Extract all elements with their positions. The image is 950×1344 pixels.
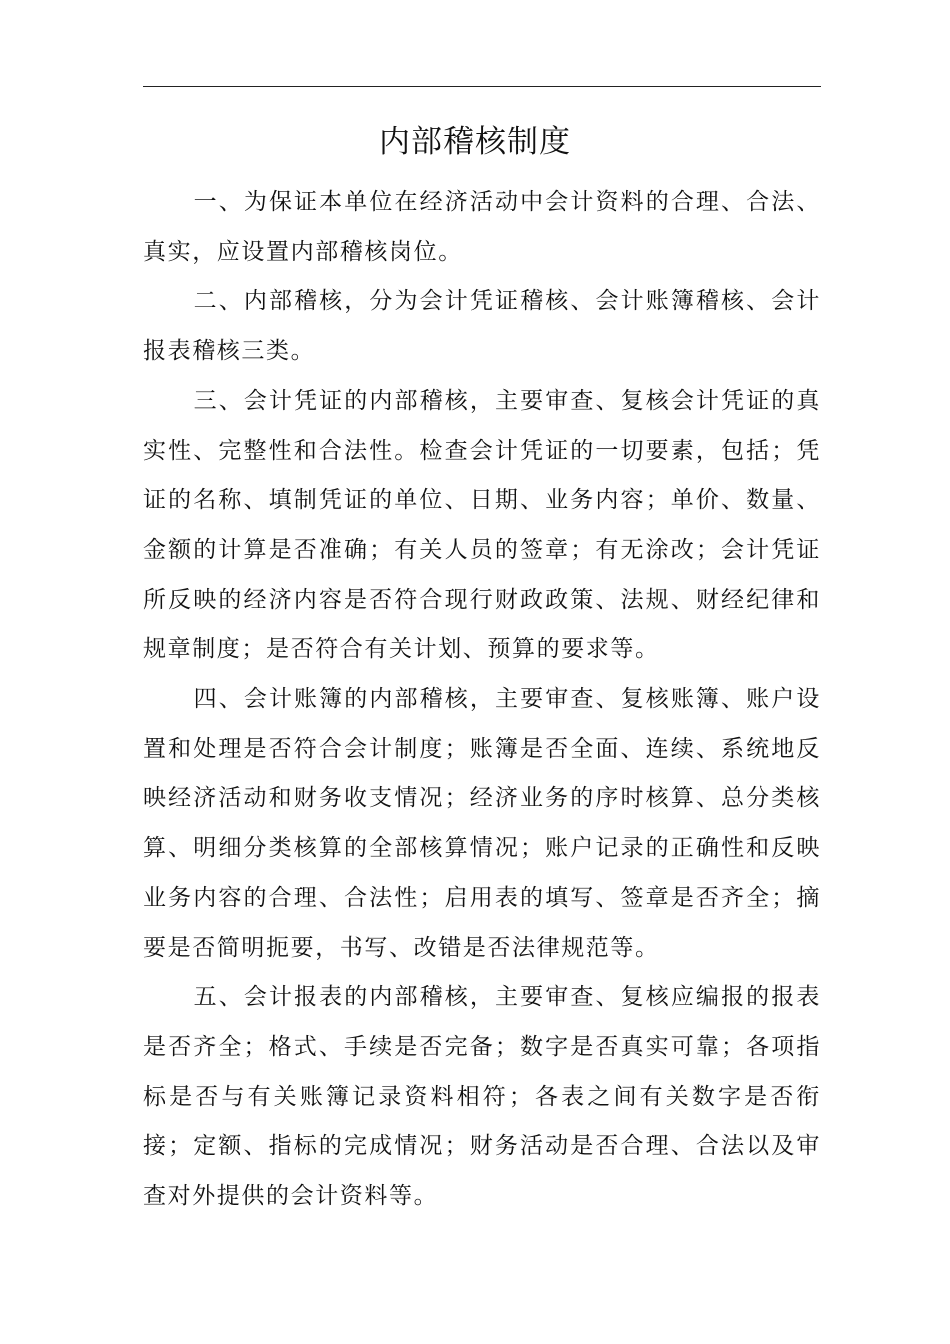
document-body xyxy=(143,178,821,1222)
paragraph-3: 三、会计凭证的内部稽核，主要审查、复核会计凭证的真实性、完整性和合法性。检查会计凭证的一切要素，包括；凭证的名称、填制凭证的单位、日期、业务内容；单价、数量、金额的计算是否准确；有关人员的签章；有无涂改；会计凭证所反映的经济内容是否符合现行财政政策、法规、财经纪律和规章制度；是否符合有关计划、预算的要求等。 xyxy=(143,387,821,663)
paragraph-4: 四、会计账簿的内部稽核，主要审查、复核账簿、账户设置和处理是否符合会计制度；账簿是否全面、连续、系统地反映经济活动和财务收支情况；经济业务的序时核算、总分类核算、明细分类核算的全部核算情况；账户记录的正确性和反映业务内容的合理、合法性；启用表的填写、签章是否齐全；摘要是否简明扼要，书写、改错是否法律规范等。 xyxy=(143,686,821,961)
paragraph-5: 五、会计报表的内部稽核，主要审查、复核应编报的报表是否齐全；格式、手续是否完备；数字是否真实可靠；各项指标是否与有关账簿记录资料相符；各表之间有关数字是否衔接；定额、指标的完成情况；财务活动是否合理、合法以及审查对外提供的会计资料等。 xyxy=(143,984,821,1210)
paragraph-2: 二、内部稽核，分为会计凭证稽核、会计账簿稽核、会计报表稽核三类。 xyxy=(143,288,821,365)
document-title: 内部稽核制度 xyxy=(379,124,571,160)
header-rule xyxy=(143,86,821,87)
paragraph-1: 一、为保证本单位在经济活动中会计资料的合理、合法、真实，应设置内部稽核岗位。 xyxy=(143,189,821,265)
